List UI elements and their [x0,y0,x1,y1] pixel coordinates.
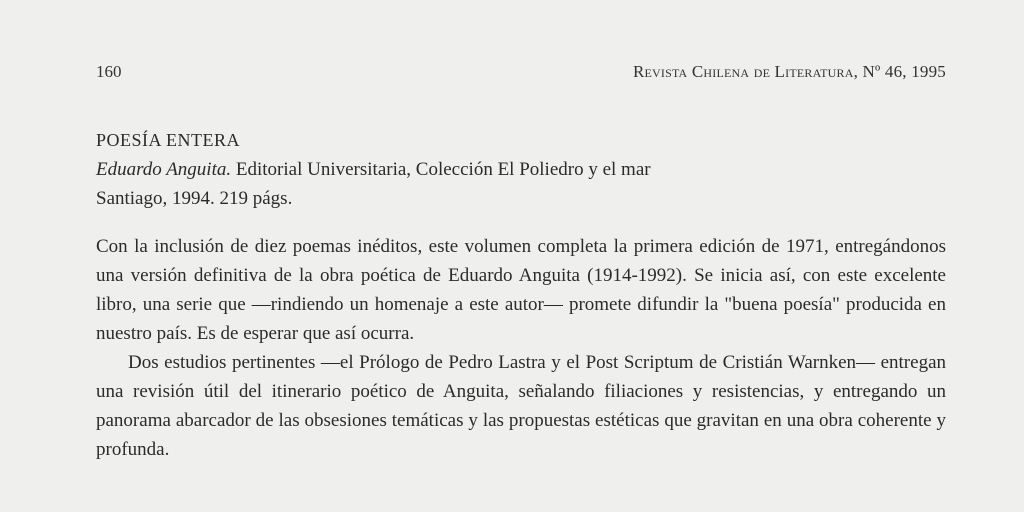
review-heading [96,126,856,213]
page-number: 160 [96,62,122,81]
review-body [96,232,946,464]
journal-reference: Revista Chilena de Literatura, Nº 46, 1995 [632,62,946,81]
running-header [96,62,946,90]
publisher-info: Editorial Universitaria, Colección El Poliedro y el mar [231,159,651,180]
paragraph-2: Dos estudios pertinentes —el Prólogo de Pedro Lastra y el Post Scriptum de Cristián Warnken— entregan una revisión útil del itinerario poético de Anguita, señalando filiaciones y resistencias, y entregando un panorama abarcador de las obsesiones temáticas y las propuestas estéticas que gravitan en una obra coherente y profunda. [96,352,946,460]
paragraph-1: Con la inclusión de diez poemas inéditos, este volumen completa la primera edición de 1971, entregándonos una versión definitiva de la obra poética de Eduardo Anguita (1914-1992). Se inicia así, con este excelente libro, una serie que —rindiendo un homenaje a este autor— promete difundir la "buena poesía" producida en nuestro país. Es de esperar que así ocurra. [96,236,946,344]
publication-line [96,155,856,184]
author-name: Eduardo Anguita. [96,159,232,180]
book-title: POESÍA ENTERA [96,130,241,150]
publication-details: Santiago, 1994. 219 págs. [96,188,293,209]
